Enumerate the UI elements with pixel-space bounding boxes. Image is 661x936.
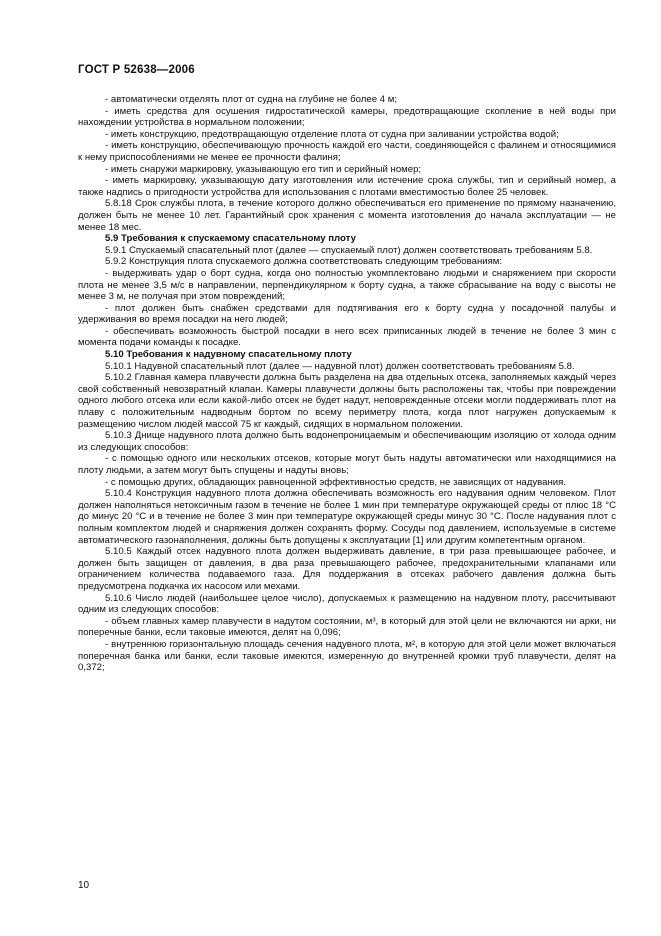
paragraph: - с помощью одного или нескольких отсеков, которые могут быть надуты автоматически или находящимися на плоту людьми, а затем могут быть спущены и надуты вновь; [78,453,616,476]
paragraph: - иметь средства для осушения гидростатической камеры, предотвращающие скопление в ней воды при нахождении устройства в нормальном положении; [78,105,616,129]
paragraph: 5.9.2 Конструкция плота спускаемого должна соответствовать следующим требованиям: [105,256,503,268]
paragraph: 5.10.5 Каждый отсек надувного плота должен выдерживать давление, в три раза превышающее рабочее, и должен быть защищен от давления, в два раза превышающего рабочее, предохранительными клапанами или ограничением количества подаваемого газа. Для поддержания в отсеках рабочего давления должна быть предусмотрена подкачка их насосом или мехами. [78,546,616,592]
paragraph: - иметь снаружи маркировку, указывающую его тип и серийный номер; [105,163,422,175]
paragraph: 5.10.2 Главная камера плавучести должна быть разделена на два отдельных отсека, заполняемых каждый через свой собственный невозвратный клапан. Камеры плавучести должны быть расположены так, чтобы при повреждении одного любого отсека или если какой-либо отсек не будет надут, неповрежденные отсеки могли поддерживать плот на плаву с положительным надводным бортом по всему периметру плота, когда плот нагружен допускаемым к размещению числом людей массой 75 кг каждый, сидящих в нормальном положении. [78,372,616,430]
paragraph: - с помощью других, обладающих равноценной эффективностью средств, не зависящих от надувания. [105,476,566,488]
paragraph: 5.8.18 Срок службы плота, в течение которого должно обеспечиваться его применение по прямому назначению, должен быть не менее 10 лет. Гарантийный срок хранения с момента изготовления до начала эксплуатации — не менее 18 мес. [78,198,616,233]
paragraph: - иметь маркировку, указывающую дату изготовления или истечение срока службы, тип и серийный номер, а также надпись о пригодности устройства для использования с плотами вместимостью более 25 человек. [78,175,616,198]
paragraph: - плот должен быть снабжен средствами для подтягивания его к борту судна у посадочной палубы и удерживания во время посадки на него людей; [78,302,616,326]
paragraph: 5.9.1 Спускаемый спасательный плот (далее — спускаемый плот) должен соответствовать требованиям 5.8. [105,244,593,256]
paragraph: - иметь конструкцию, предотвращающую отделение плота от судна при заливании устройства водой; [105,128,559,140]
section-heading: 5.9 Требования к спускаемому спасательному плоту [105,233,356,245]
paragraph: 5.10.6 Число людей (наибольшее целое число), допускаемых к размещению на надувном плоту, рассчитывают одним из следующих способов: [78,592,616,616]
paragraph: 5.10.3 Днище надувного плота должно быть водонепроницаемым и обеспечивающим изоляцию от холода одним из следующих способов: [78,430,616,453]
paragraph: 5.10.4 Конструкция надувного плота должна обеспечивать возможность его надувания одним человеком. Плот должен наполняться нетоксичным газом в течение не более 1 мин при температуре окружающей среды от плюс 18 °С до минус 20 °С и в течение не более 3 мин при температуре окружающей среды минус 30 °С. После надувания плот с полным комплектом людей и снаряжения должен сохранять форму. Сосуды под давлением, используемые в системе автоматического газонаполнения, должны быть допущены к эксплуатации [1] или другим компетентным органом. [78,488,616,546]
document-body [78,94,616,674]
paragraph: - автоматически отделять плот от судна на глубине не более 4 м; [105,94,397,105]
document-header: ГОСТ Р 52638—2006 [78,64,195,76]
paragraph: - обеспечивать возможность быстрой посадки в него всех приписанных людей в течение не более 3 мин с момента подачи команды к посадке. [78,325,616,349]
paragraph: - внутреннюю горизонтальную площадь сечения надувного плота, м², в которую для этой цели может включаться поперечная банка или банки, если таковые имеются, измеренную до внутренней кромки труб плавучести, делят на 0,372; [78,638,616,674]
section-heading: 5.10 Требования к надувному спасательному плоту [105,349,352,361]
page-number: 10 [78,880,90,891]
paragraph: - выдерживать удар о борт судна, когда оно полностью укомплектовано людьми и снаряжением при скорости плота не менее 3,5 м/с в направлении, перпендикулярном к борту судна, а также сбрасывание на воду с высоты не менее 3 м, не получая при этом повреждений; [78,267,616,303]
paragraph: 5.10.1 Надувной спасательный плот (далее — надувной плот) должен соответствовать требованиям 5.8. [105,360,575,372]
paragraph: - объем главных камер плавучести в надутом состоянии, м³, в который для этой цели не включаются ни арки, ни поперечные банки, если таковые имеются, делят на 0,096; [78,615,616,639]
paragraph: - иметь конструкцию, обеспечивающую прочность каждой его части, соединяющейся с фалинем и относящимися к нему приспособлениями не менее ее прочности фалиня; [78,140,616,163]
